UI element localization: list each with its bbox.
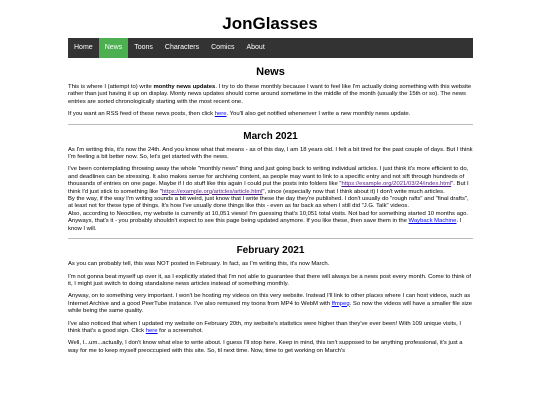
march-p2-text-c: ", since (especially now that I think about it) I don't write much articles. — [262, 188, 445, 195]
march-p2-text-b: ". But I think I'd just stick to something like " — [68, 181, 469, 195]
february-paragraph-2: I'm not gonna beat myself up over it, as I explicitly stated that I'm not able to guarantee that there will always be a news post every month. Come to think of it, I might just switch to doing standalone news articles instead of something monthly. — [68, 273, 472, 287]
news-intro — [68, 84, 473, 106]
site-title: JonGlasses — [222, 14, 318, 33]
rss-text-a: If you want an RSS feed of these news posts, then click — [68, 111, 215, 118]
february-paragraph-3 — [68, 293, 473, 315]
march-p4-text-a: Also, according to Neocities, my website is currently at 10,051 views! I'm guessing that's 10,051 total visits. Not bad for something started 10 months ago. Anyways, that's it - you probably shouldn't expect to see this page being updated anymore. If you like these, then save them in the — [68, 210, 469, 225]
intro-text-a: This is where I (attempt to) write — [68, 84, 154, 90]
wayback-machine-link[interactable]: Wayback Machine — [408, 218, 457, 225]
nav-news[interactable]: News — [99, 38, 129, 58]
rss-text-b: . You'll also get notified whenenver I write a new monthly news update. — [226, 111, 411, 118]
page-title: News — [256, 66, 285, 78]
february-paragraph-4 — [68, 321, 473, 336]
example-date-link[interactable]: https://example.org/2021/03/24/index.html — [341, 181, 452, 188]
feb-p3-text-b: . So now the videos will have a smaller file size while being the same quality. — [68, 300, 473, 315]
divider — [68, 238, 473, 239]
february-paragraph-5: Well, I...um...actually, I don't know what else to write about. I guess I'll stop here. Keep in mind, this isn't supposed to be anything professional, it's just a way for me to keep myself preoccupied with this site. So, til next time. Now, time to get working on March's — [68, 340, 463, 354]
nav-home[interactable]: Home — [74, 44, 93, 51]
march-p3-text: By the way, if the way I'm writing sounds a bit weird, just know that I write these the day they're published. I don't usually do "rough rafts" and "final drafts", at least not for these type of things. It's how I've usually done things like this - even as far back as when I still did "J.G. Talk" videos. — [68, 196, 469, 210]
main-content — [68, 62, 473, 360]
march-p4-text-b: . I know I will. — [68, 218, 462, 232]
march-paragraph-1: As I'm writing this, it's now the 24th. And you know what that means - as of this day, I am 18 years old. I felt a bit tired for the past couple of days. But I think I'm feeling a bit better now. So, let's get started with the news. — [68, 146, 473, 161]
nav-comics[interactable]: Comics — [211, 44, 235, 51]
screenshot-link[interactable]: here — [145, 327, 158, 334]
entry-title-march: March 2021 — [243, 130, 298, 142]
march-p2-text-a: I've been contemplating throwing away the whole "monthly news" thing and just going back to writing individual articles. I just think it's more efficient to do, and deadlines can be stressing. It also makes sense for archiving content, as people may want to link to a specific entry and not sift through hundreds of thousands of entries on one page. Maybe if I do stuff like this again I could put the posts into folders like " — [68, 166, 469, 188]
intro-bold: monthy news updates — [153, 84, 216, 90]
march-paragraph-2 — [68, 166, 473, 233]
nav-characters[interactable]: Characters — [164, 44, 200, 51]
rss-link[interactable]: here — [214, 111, 227, 118]
feb-p4-text-a: I've also noticed that when I updated my website on February 20th, my website's statistics were higher than they've ever been! With 109 unique visits, I think that's a good sign. Click — [68, 320, 462, 334]
entry-title-february: February 2021 — [236, 245, 305, 257]
main-navbar — [68, 38, 473, 58]
nav-toons[interactable]: Toons — [134, 44, 153, 51]
example-article-link[interactable]: https://example.org/articles/article.html — [161, 188, 263, 195]
intro-text-b: . I try to do these monthly because I want to feel like I'm actually doing something with this website rather than just having it up on display. Monty news updates should come around sometime in the middle of the month (usually the 15th or so). The news entries are sorted chronologically starting with the most recent one. — [68, 84, 472, 105]
nav-about[interactable]: About — [246, 44, 265, 51]
february-paragraph-1: As you can probably tell, this was NOT posted in February. In fact, as I'm writing this, it's now March. — [68, 261, 330, 268]
feb-p3-text-a: Anyway, on to something very important. I won't be hosting my videos on this very website. Instead I'll link to other places where I can host videos, such as Internet Archive and a good PeerTube instance. I've also remuxed my toons from MP4 to WebM with — [68, 293, 471, 307]
divider — [68, 124, 473, 125]
feb-p4-text-b: for a screenshot. — [157, 327, 204, 334]
rss-paragraph — [68, 111, 473, 118]
ffmpeg-link[interactable]: ffmpeg — [331, 300, 350, 307]
